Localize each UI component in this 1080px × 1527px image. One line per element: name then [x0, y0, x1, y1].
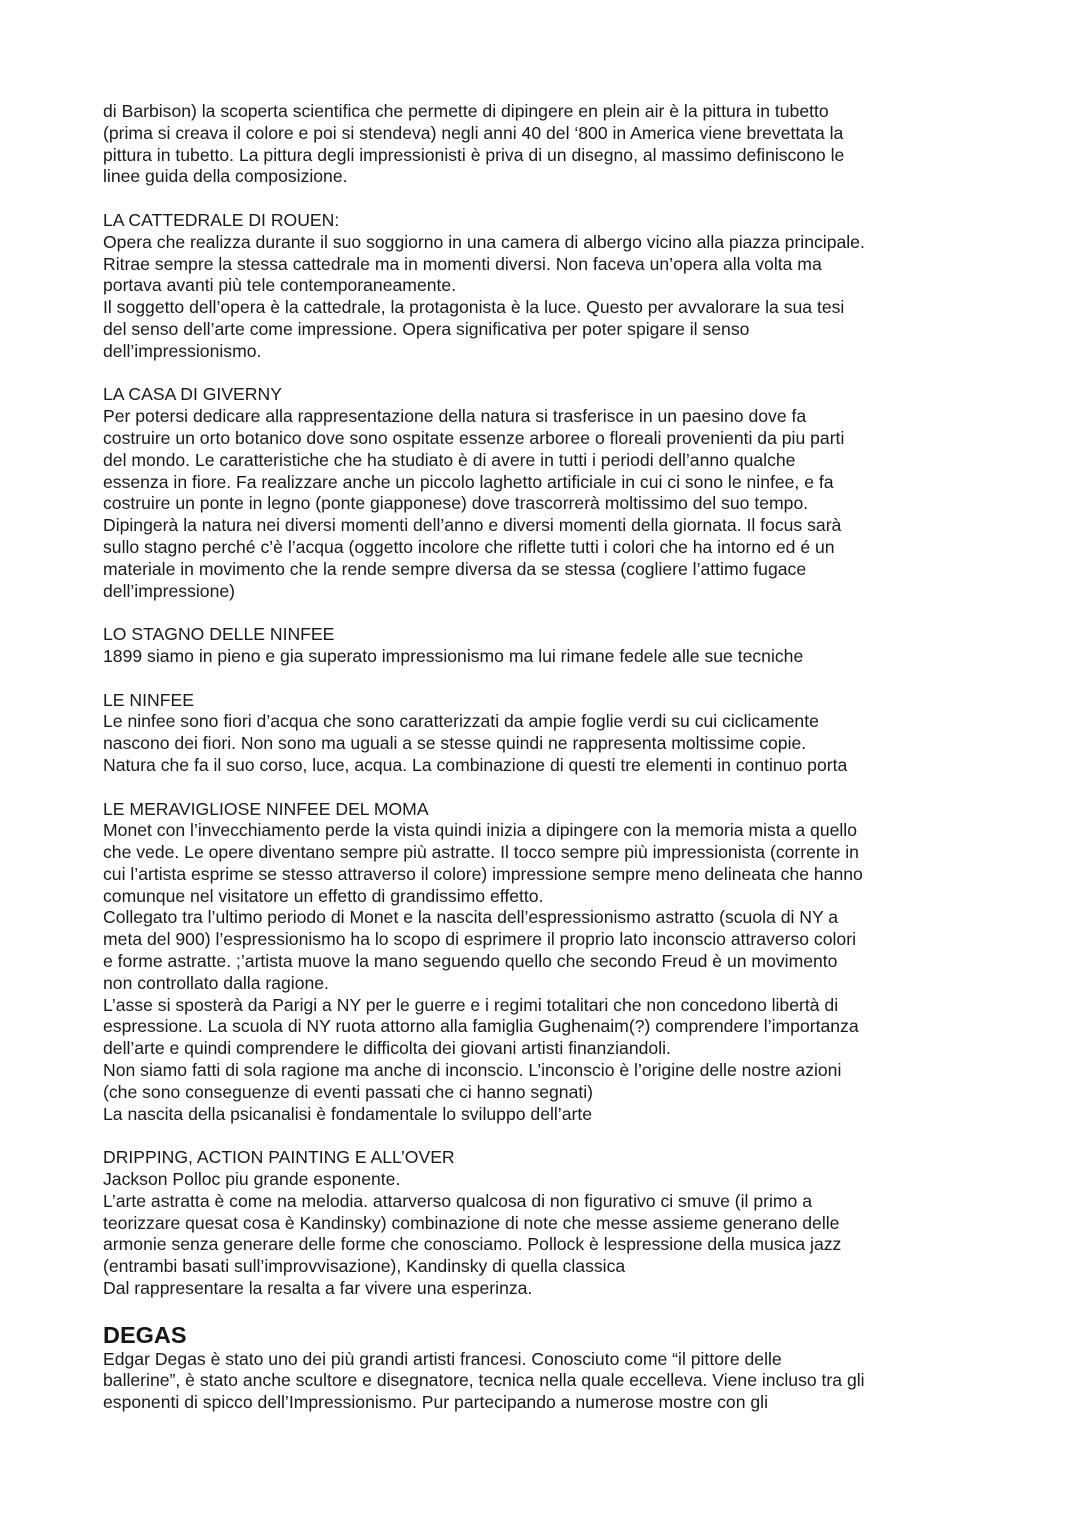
rouen-line: Opera che realizza durante il suo soggiorno in una camera di albergo vicino alla piazza principale. [103, 231, 865, 252]
moma-heading: LE MERAVIGLIOSE NINFEE DEL MOMA [103, 798, 429, 819]
document-page [103, 101, 983, 1436]
ninfee-line: nascono dei fiori. Non sono ma uguali a se stesse quindi ne rappresenta moltissime copie. [103, 733, 807, 754]
moma-line: meta del 900) l’espressionismo ha lo scopo di esprimere il proprio lato inconscio attraverso colori [103, 929, 856, 950]
moma-line: comunque nel visitatore un effetto di grandissimo effetto. [103, 885, 544, 906]
rouen-line: portava avanti più tele contemporaneamente. [103, 275, 457, 296]
rouen-section [103, 210, 983, 363]
moma-section [103, 799, 983, 1126]
moma-line: La nascita della psicanalisi è fondamentale lo sviluppo dell’arte [103, 1103, 593, 1124]
rouen-heading: LA CATTEDRALE DI ROUEN: [103, 209, 340, 230]
degas-line: ballerine”, è stato anche scultore e disegnatore, tecnica nella quale eccelleva. Viene incluso tra gli [103, 1370, 865, 1391]
degas-heading: DEGAS [103, 1321, 187, 1348]
moma-line: che vede. Le opere diventano sempre più astratte. Il tocco sempre più impressionista (corrente in [103, 842, 859, 863]
moma-line: dell’arte e quindi comprendere le difficolta dei giovani artisti finanziandoli. [103, 1038, 671, 1059]
ninfee-section [103, 690, 983, 777]
giverny-line: Per potersi dedicare alla rappresentazione della natura si trasferisce in un paesino dove fa [103, 406, 807, 427]
moma-line: Collegato tra l’ultimo periodo di Monet e la nascita dell’espressionismo astratto (scuola di NY a [103, 907, 839, 928]
giverny-line: essenza in fiore. Fa realizzare anche un piccolo laghetto artificiale in cui ci sono le ninfee, e fa [103, 471, 834, 492]
moma-line: Monet con l’invecchiamento perde la vista quindi inizia a dipingere con la memoria mista a quello [103, 820, 858, 841]
dripping-line: armonie senza generare delle forme che conosciamo. Pollock è lespressione della musica jazz [103, 1234, 842, 1255]
degas-line: Edgar Degas è stato uno dei più grandi artisti francesi. Conosciuto come “il pittore delle [103, 1348, 782, 1369]
intro-line: di Barbison) la scoperta scientifica che permette di dipingere en plein air è la pittura in tubetto [103, 101, 829, 121]
rouen-line: del senso dell’arte come impressione. Opera significativa per poter spigare il senso [103, 318, 750, 339]
giverny-line: Dipingerà la natura nei diversi momenti dell’anno e diversi momenti della giornata. Il focus sarà [103, 515, 842, 536]
moma-line: Non siamo fatti di sola ragione ma anche di inconscio. L’inconscio è l’origine delle nostre azioni [103, 1060, 842, 1081]
dripping-line: teorizzare quesat cosa è Kandinsky) combinazione di note che messe assieme generano delle [103, 1212, 840, 1233]
moma-line: non controllato dalla ragione. [103, 972, 329, 993]
giverny-section [103, 384, 983, 602]
stagno-line: 1899 siamo in pieno e gia superato impressionismo ma lui rimane fedele alle sue tecniche [103, 645, 804, 666]
intro-line: (prima si creava il colore e poi si stendeva) negli anni 40 del ‘800 in America viene brevettata la [103, 122, 844, 143]
giverny-line: dell’impressione) [103, 580, 236, 601]
intro-line: linee guida della composizione. [103, 166, 348, 187]
dripping-line: Dal rappresentare la resalta a far vivere una esperinza. [103, 1278, 533, 1299]
ninfee-heading: LE NINFEE [103, 689, 194, 710]
moma-line: L’asse si sposterà da Parigi a NY per le guerre e i regimi totalitari che non concedono libertà di [103, 994, 839, 1015]
moma-line: cui l’artista esprime se stesso attraverso il colore) impressione sempre meno delineata che hanno [103, 863, 863, 884]
rouen-line: Il soggetto dell’opera è la cattedrale, la protagonista è la luce. Questo per avvalorare la sua tesi [103, 297, 845, 318]
moma-line: espressione. La scuola di NY ruota attorno alla famiglia Gughenaim(?) comprendere l’importanza [103, 1016, 859, 1037]
giverny-line: costruire un ponte in legno (ponte giapponese) dove trascorrerà moltissimo del suo tempo. [103, 493, 809, 514]
giverny-line: costruire un orto botanico dove sono ospitate essenze arboree o floreali provenienti da piu parti [103, 427, 845, 448]
giverny-heading: LA CASA DI GIVERNY [103, 384, 282, 405]
ninfee-line: Natura che fa il suo corso, luce, acqua. La combinazione di questi tre elementi in continuo porta [103, 754, 848, 775]
intro-section [103, 101, 983, 188]
ninfee-line: Le ninfee sono fiori d’acqua che sono caratterizzati da ampie foglie verdi su cui ciclicamente [103, 711, 819, 732]
dripping-section [103, 1147, 983, 1300]
rouen-line: Ritrae sempre la stessa cattedrale ma in momenti diversi. Non faceva un’opera alla volta ma [103, 253, 822, 274]
moma-line: (che sono conseguenze di eventi passati che ci hanno segnati) [103, 1081, 594, 1102]
dripping-heading: DRIPPING, ACTION PAINTING E ALL’OVER [103, 1147, 455, 1168]
giverny-line: del mondo. Le caratteristiche che ha studiato è di avere in tutti i periodi dell’anno qualche [103, 449, 796, 470]
moma-line: e forme astratte. ;’artista muove la mano seguendo quello che secondo Freud è un movimento [103, 951, 838, 972]
dripping-line: Jackson Polloc piu grande esponente. [103, 1169, 401, 1190]
stagno-heading: LO STAGNO DELLE NINFEE [103, 624, 335, 645]
dripping-line: (entrambi basati sull’improvvisazione), Kandinsky di quella classica [103, 1256, 626, 1277]
giverny-line: materiale in movimento che la rende sempre diversa da se stessa (cogliere l’attimo fugace [103, 558, 807, 579]
giverny-line: sullo stagno perché c’è l’acqua (oggetto incolore che riflette tutti i colori che ha intorno ed é un [103, 536, 835, 557]
degas-line: esponenti di spicco dell’Impressionismo. Pur partecipando a numerose mostre con gli [103, 1392, 768, 1413]
rouen-line: dell’impressionismo. [103, 340, 262, 361]
degas-section [103, 1322, 983, 1414]
stagno-section [103, 624, 983, 668]
dripping-line: L’arte astratta è come na melodia. attarverso qualcosa di non figurativo ci smuve (il primo a [103, 1190, 812, 1211]
intro-line: pittura in tubetto. La pittura degli impressionisti è priva di un disegno, al massimo definiscono le [103, 144, 845, 165]
